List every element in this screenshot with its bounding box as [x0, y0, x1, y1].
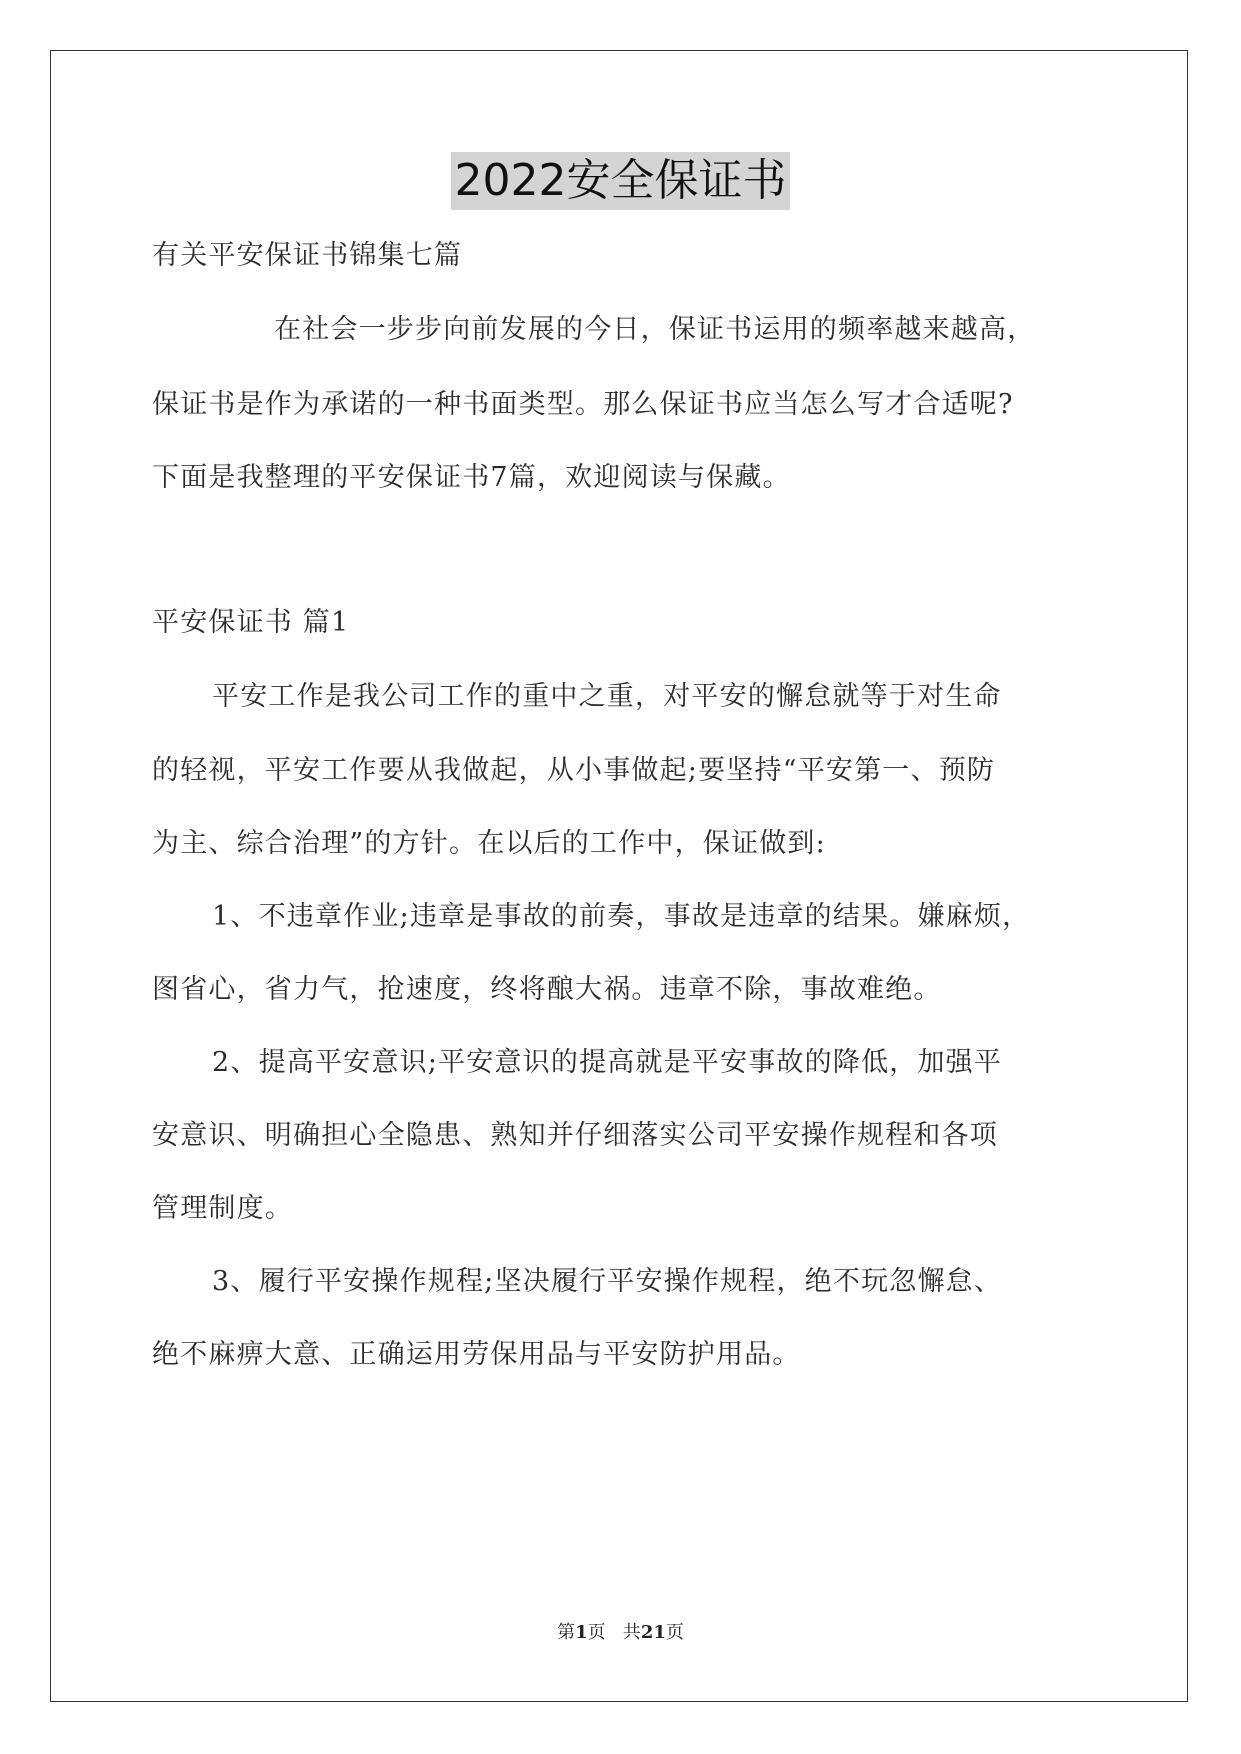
section-heading: 平安保证书 篇1 — [152, 607, 350, 638]
body-line-6: 2、提高平安意识;平安意识的提高就是平安事故的降低，加强平 — [212, 1047, 1003, 1078]
footer-suffix: 页 — [665, 1622, 684, 1643]
page-footer — [0, 1618, 1241, 1644]
document-title-text: 2022安全保证书 — [451, 152, 791, 210]
body-line-1: 平安工作是我公司工作的重中之重，对平安的懈怠就等于对生命 — [212, 681, 1002, 712]
body-line-3: 为主、综合治理”的方针。在以后的工作中，保证做到: — [152, 828, 826, 859]
body-line-2: 的轻视，平安工作要从我做起，从小事做起;要坚持“平安第一、预防 — [152, 755, 996, 786]
body-line-8: 管理制度。 — [152, 1193, 293, 1224]
body-line-5: 图省心，省力气，抢速度，终将酿大祸。违章不除，事故难绝。 — [152, 974, 942, 1005]
body-line-4: 1、不违章作业;违章是事故的前奏，事故是违章的结果。嫌麻烦， — [212, 901, 1031, 932]
body-line-7: 安意识、明确担心全隐患、熟知并仔细落实公司平安操作规程和各项 — [152, 1120, 998, 1151]
body-line-10: 绝不麻痹大意、正确运用劳保用品与平安防护用品。 — [152, 1339, 801, 1370]
footer-page-number: 1 — [575, 1622, 588, 1643]
page-border — [50, 50, 1188, 1702]
intro-line-3: 下面是我整理的平安保证书7篇，欢迎阅读与保藏。 — [152, 462, 791, 493]
intro-line-1: 在社会一步步向前发展的今日，保证书运用的频率越来越高， — [274, 314, 1036, 345]
document-title — [0, 152, 1241, 210]
document-subtitle: 有关平安保证书锦集七篇 — [152, 240, 463, 271]
body-line-9: 3、履行平安操作规程;坚决履行平安操作规程，绝不玩忽懈怠、 — [212, 1266, 1003, 1297]
intro-line-2: 保证书是作为承诺的一种书面类型。那么保证书应当怎么写才合适呢? — [152, 389, 1014, 420]
footer-total-pages: 21 — [640, 1622, 666, 1643]
footer-middle: 页 共 — [587, 1622, 641, 1643]
footer-prefix: 第 — [557, 1622, 576, 1643]
